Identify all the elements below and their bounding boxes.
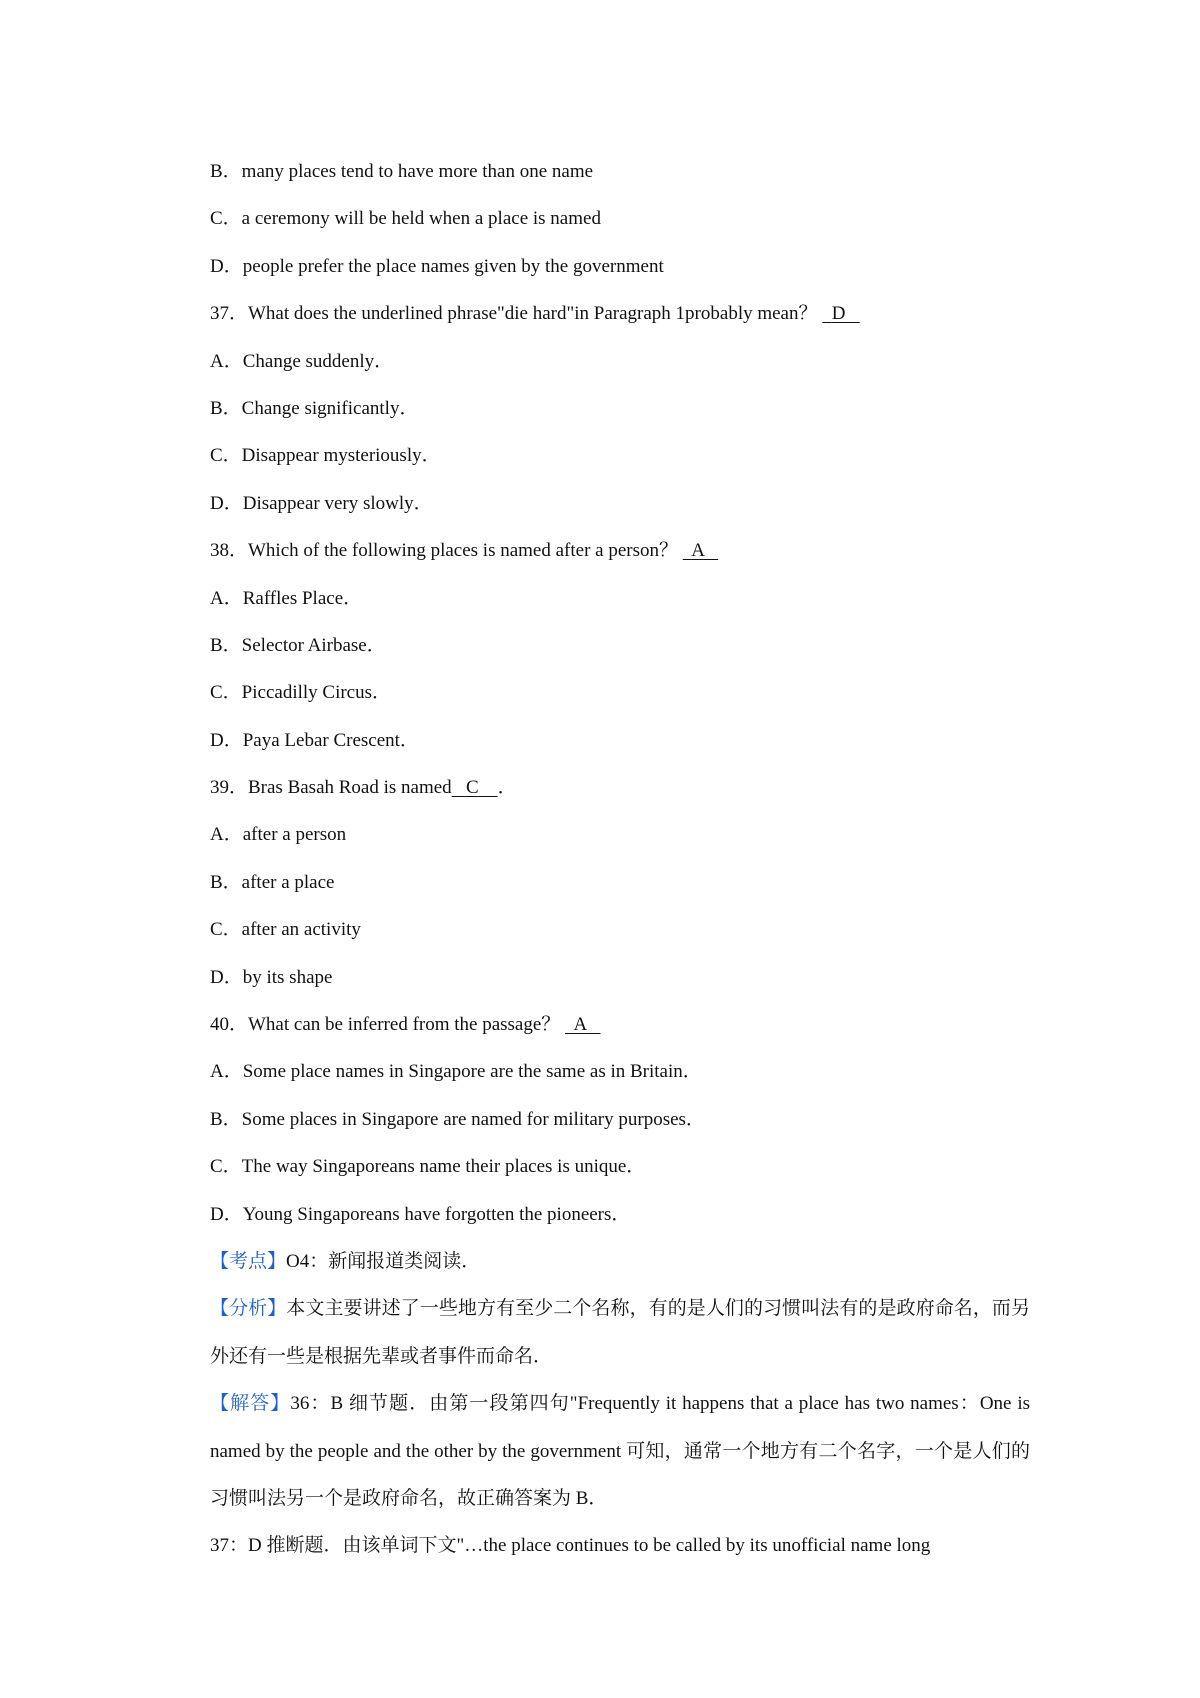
question-38-answer-blank [683, 527, 718, 574]
question-39-stem: 39．Bras Basah Road is named [210, 777, 452, 799]
fenxi-tag: 【分析】 [210, 1298, 287, 1320]
option-q36-c: C．a ceremony will be held when a place is named [210, 208, 601, 230]
question-38-answer: A [691, 540, 704, 562]
kaodian-text: O4：新闻报道类阅读． [286, 1250, 481, 1272]
question-40-answer-blank [565, 1001, 600, 1048]
option-q39-c: C．after an activity [210, 919, 361, 941]
kaodian-section [210, 1238, 1030, 1285]
option-q39-a: A．after a person [210, 824, 347, 846]
option-q38-c: C．Piccadilly Circus． [210, 682, 392, 704]
option-q38-a: A．Raffles Place． [210, 587, 363, 609]
question-39-answer-blank [452, 764, 498, 811]
document-page [210, 148, 1030, 1570]
jieda-tag: 【解答】 [210, 1393, 291, 1415]
option-q37-d: D．Disappear very slowly． [210, 492, 433, 514]
option-q39-b: B．after a place [210, 871, 335, 893]
option-q38-b: B．Selector Airbase． [210, 634, 386, 656]
option-q37-c: C．Disappear mysteriously． [210, 445, 441, 467]
fenxi-section [210, 1285, 1030, 1380]
jieda-section [210, 1380, 1030, 1522]
question-39 [210, 764, 1030, 811]
option-q36-d: D．people prefer the place names given by the government [210, 255, 664, 277]
question-37-answer: D [831, 303, 846, 325]
question-40-answer: A [573, 1014, 587, 1036]
question-37 [210, 290, 1030, 337]
question-37-answer-blank [822, 290, 859, 337]
kaodian-tag: 【考点】 [210, 1250, 287, 1272]
answer-37-explanation: 37：D 推断题．由该单词下文"…the place continues to be called by its unofficial name long [210, 1535, 931, 1557]
option-q37-a: A．Change suddenly． [210, 350, 394, 372]
question-40-stem: 40．What can be inferred from the passage？ [210, 1014, 561, 1036]
option-q39-d: D．by its shape [210, 966, 333, 988]
option-q40-a: A．Some place names in Singapore are the same as in Britain． [210, 1061, 702, 1083]
option-q40-d: D．Young Singaporeans have forgotten the pioneers． [210, 1203, 631, 1225]
question-37-stem: 37．What does the underlined phrase"die hard"in Paragraph 1probably mean？ [210, 303, 818, 325]
option-q40-b: B．Some places in Singapore are named for military purposes． [210, 1108, 705, 1130]
option-q40-c: C．The way Singaporeans name their places is unique． [210, 1156, 646, 1178]
question-39-answer: C [465, 777, 479, 799]
option-q38-d: D．Paya Lebar Crescent． [210, 729, 419, 751]
fenxi-text: 本文主要讲述了一些地方有至少二个名称，有的是人们的习惯叫法有的是政府命名，而另外还有一些是根据先辈或者事件而命名． [210, 1298, 1030, 1367]
question-38 [210, 527, 1030, 574]
option-q36-b: B．many places tend to have more than one name [210, 161, 594, 182]
question-38-stem: 38．Which of the following places is named after a person？ [210, 540, 678, 562]
question-39-tail: ． [497, 777, 517, 799]
question-40 [210, 1001, 1030, 1048]
jieda-text: 36：B 细节题．由第一段第四句"Frequently it happens that a place has two names：One is named by the people and the other by the government 可知，通常一个地方有二个名字，一个是人们的习惯叫法另一个是政府命名，故正确答案为 B． [210, 1393, 1030, 1509]
option-q37-b: B．Change significantly． [210, 397, 419, 419]
